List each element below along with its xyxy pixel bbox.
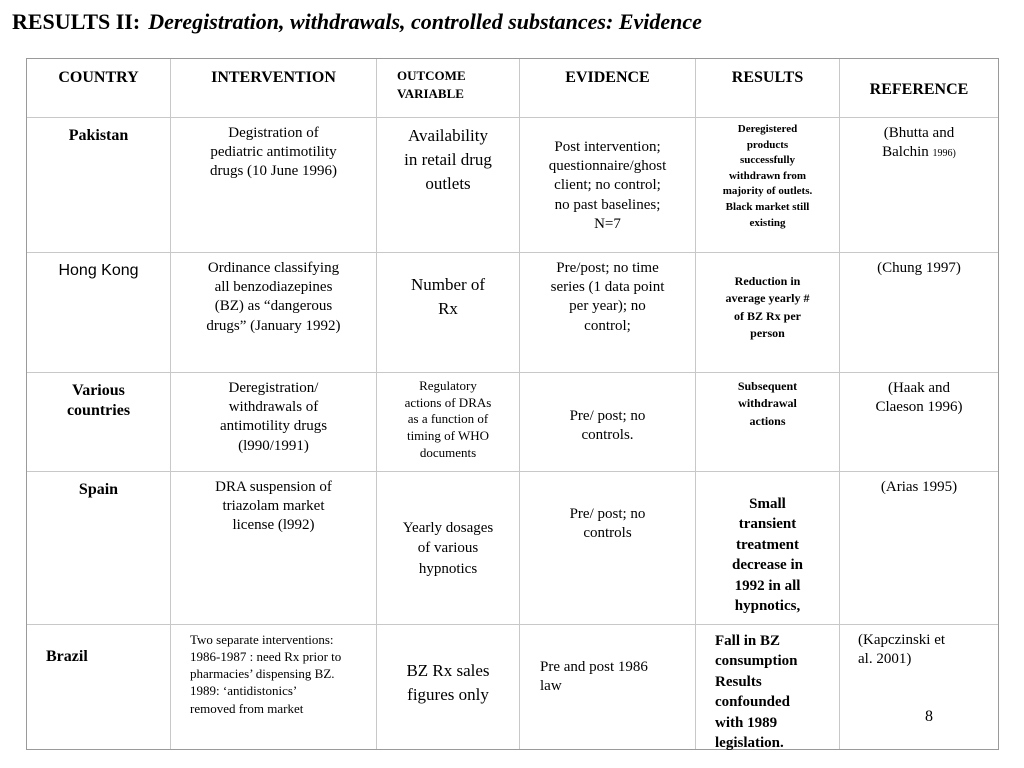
title-subtitle: Deregistration, withdrawals, controlled substances: Evidence: [148, 9, 702, 34]
row-hongkong-intervention: [171, 253, 377, 373]
text-line: 1989: ‘antidistonics’: [190, 683, 298, 699]
header-outcome-variable: [377, 59, 520, 118]
row-brazil-country: Brazil: [27, 625, 171, 749]
row-brazil-intervention: [171, 625, 377, 749]
text-line: questionnaire/ghost: [548, 158, 667, 175]
text-line: pediatric antimotility: [210, 144, 337, 161]
text-line: Rx: [438, 298, 458, 318]
text-line: actions: [749, 413, 786, 428]
text-line: pharmacies’ dispensing BZ.: [190, 666, 335, 682]
text-line: triazolam market: [222, 498, 325, 515]
text-line: Results: [715, 673, 762, 690]
text-line: confounded: [715, 694, 791, 711]
text-line: drugs” (January 1992): [206, 317, 341, 334]
text-line: actions of DRAs: [404, 394, 492, 410]
row-various-intervention: [171, 373, 377, 472]
text-line: law: [540, 678, 562, 695]
row-various-country: [27, 373, 171, 472]
text-line: successfully: [740, 154, 795, 167]
text-line: outlets: [425, 173, 471, 193]
text-line: (Bhutta and: [883, 125, 955, 141]
text-line: with 1989: [715, 714, 778, 731]
text-line: Subsequent: [737, 379, 798, 393]
text-line: Post intervention;: [554, 139, 661, 155]
text-line: consumption: [715, 653, 798, 670]
header-evidence: EVIDENCE: [520, 59, 696, 118]
row-brazil-reference: [840, 625, 998, 749]
text-line: documents: [419, 444, 477, 460]
text-line: Pre/ post; no: [569, 506, 646, 522]
slide-title: [12, 6, 702, 38]
row-spain-outcome: [377, 472, 520, 625]
header-country: COUNTRY: [27, 59, 171, 118]
text-line: 1986-1987 : need Rx prior to: [190, 649, 342, 665]
text-line: Number of: [410, 275, 486, 294]
text-line: controls.: [581, 427, 634, 444]
row-pakistan-reference: [840, 118, 998, 253]
row-spain-country: Spain: [27, 472, 171, 625]
text-line: license (l992): [232, 517, 315, 534]
text-line: withdrawn from: [728, 169, 807, 182]
row-hongkong-outcome: [377, 253, 520, 373]
text-line: Pre and post 1986: [540, 659, 648, 675]
text-line: (BZ) as “dangerous: [214, 298, 333, 315]
text-line: (Arias 1995): [880, 479, 958, 495]
text-line: transient: [738, 516, 797, 533]
text-line: al. 2001): [858, 651, 912, 668]
text-line: Ordinance classifying: [207, 260, 340, 276]
row-pakistan-evidence: [520, 118, 696, 253]
row-hongkong-reference: [840, 253, 998, 373]
title-lead: RESULTS II:: [12, 9, 141, 34]
header-outcome-line2: VARIABLE: [397, 85, 464, 101]
row-hongkong-results: [696, 253, 840, 373]
text-line: series (1 data point: [550, 279, 665, 296]
reference-year: 1996): [932, 148, 956, 160]
text-line: of BZ Rx per: [734, 308, 801, 323]
text-line: decrease in: [732, 557, 803, 574]
text-line: Deregistered: [737, 123, 798, 135]
row-brazil-evidence: [520, 625, 696, 749]
row-pakistan-results: [696, 118, 840, 253]
text-line: withdrawals of: [228, 399, 319, 416]
text-line: person: [750, 326, 785, 341]
text-line: timing of WHO: [406, 427, 490, 443]
text-line: hypnotics: [418, 560, 478, 577]
text-line: countries: [66, 402, 131, 420]
text-line: Fall in BZ: [715, 633, 781, 649]
row-spain-reference: [840, 472, 998, 625]
text-line: Reduction in: [734, 274, 801, 288]
text-line: Small: [749, 496, 786, 512]
row-pakistan-country: Pakistan: [27, 118, 171, 253]
text-line: Pre/ post; no: [569, 408, 646, 424]
evidence-table: [26, 58, 999, 750]
text-line: products: [746, 138, 789, 151]
text-line: Regulatory: [419, 378, 477, 393]
text-line: N=7: [594, 215, 621, 232]
header-results: RESULTS: [696, 59, 840, 118]
text-line: control;: [584, 317, 631, 334]
text-line: Two separate interventions:: [190, 632, 334, 647]
text-line: Black market still: [725, 201, 810, 214]
page-number: 8: [925, 708, 933, 725]
text-line: (Kapczinski et: [858, 632, 946, 648]
row-hongkong-evidence: [520, 253, 696, 373]
row-spain-results: [696, 472, 840, 625]
text-line: (Chung 1997): [877, 260, 961, 276]
text-line: as a function of: [407, 411, 489, 427]
text-line: client; no control;: [554, 177, 661, 194]
text-line: Availability: [408, 126, 488, 145]
text-line: drugs (10 June 1996): [209, 163, 338, 180]
row-various-evidence: [520, 373, 696, 472]
text-line: Various: [72, 382, 125, 399]
text-line: in retail drug: [404, 149, 492, 169]
text-line: Pre/post; no time: [556, 260, 659, 276]
row-spain-evidence: [520, 472, 696, 625]
text-line: average yearly #: [725, 291, 810, 306]
text-line: Claeson 1996): [875, 399, 963, 416]
text-line: 1992 in all: [734, 577, 801, 594]
text-line: Degistration of: [228, 125, 319, 141]
text-line: all benzodiazepines: [214, 279, 333, 296]
text-line: existing: [749, 216, 786, 229]
row-various-results: [696, 373, 840, 472]
reference-author: Balchin: [882, 144, 929, 161]
text-line: Yearly dosages: [402, 520, 494, 536]
text-line: antimotility drugs: [219, 418, 328, 435]
text-line: Deregistration/: [228, 380, 319, 396]
text-line: per year); no: [569, 298, 646, 315]
text-line: legislation.: [715, 734, 784, 751]
text-line: figures only: [407, 684, 489, 704]
text-line: removed from market: [190, 700, 304, 716]
text-line: hypnotics,: [734, 597, 801, 614]
row-spain-intervention: [171, 472, 377, 625]
text-line: of various: [417, 540, 479, 557]
row-pakistan-outcome: [377, 118, 520, 253]
row-brazil-outcome: [377, 625, 520, 749]
text-line: (l990/1991): [238, 437, 309, 454]
row-pakistan-intervention: [171, 118, 377, 253]
text-line: [840, 143, 998, 162]
text-line: (Haak and: [887, 380, 951, 396]
text-line: treatment: [735, 536, 800, 553]
text-line: withdrawal: [738, 396, 797, 411]
row-various-outcome: [377, 373, 520, 472]
header-reference: REFERENCE: [840, 59, 998, 118]
header-intervention: INTERVENTION: [171, 59, 377, 118]
header-outcome-line1: OUTCOME: [397, 68, 466, 83]
row-various-reference: [840, 373, 998, 472]
text-line: no past baselines;: [554, 196, 661, 213]
text-line: controls: [583, 525, 632, 542]
row-hongkong-country: Hong Kong: [27, 253, 171, 373]
row-brazil-results: [696, 625, 840, 749]
text-line: BZ Rx sales: [406, 661, 490, 680]
text-line: DRA suspension of: [215, 479, 332, 495]
text-line: majority of outlets.: [722, 185, 813, 198]
